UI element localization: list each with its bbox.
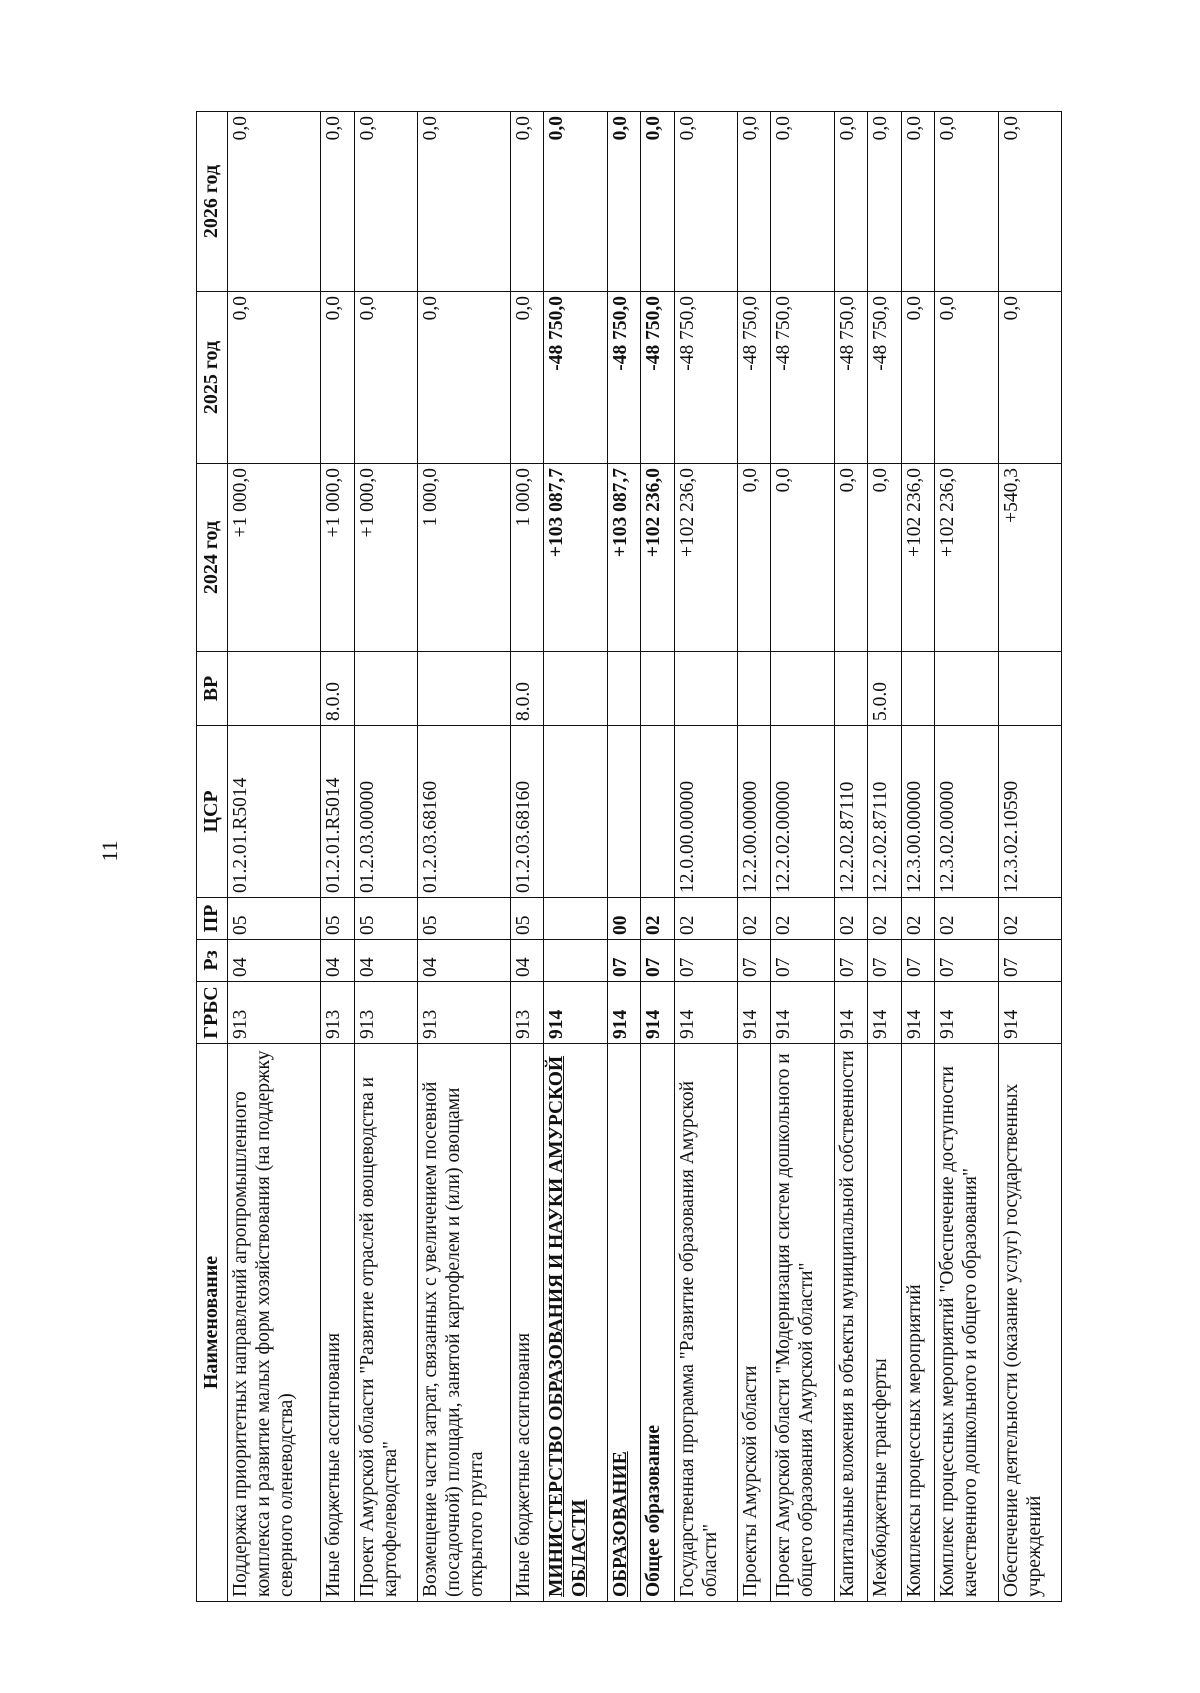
cell-grbs: 913 [510, 982, 544, 1044]
cell-2024: +1 000,0 [228, 464, 321, 652]
cell-2026: 0,0 [737, 112, 771, 292]
cell-vr: 8.0.0 [320, 652, 354, 726]
cell-pr: 02 [998, 898, 1061, 940]
budget-table [196, 111, 1062, 1602]
column-header-pr: ПР [197, 898, 228, 940]
cell-pr: 05 [417, 898, 510, 940]
rotated-page-content [196, 112, 1062, 1602]
cell-2025: -48 750,0 [641, 292, 675, 464]
cell-rz: 04 [510, 940, 544, 982]
cell-rz: 07 [737, 940, 771, 982]
table-row [674, 112, 737, 1602]
cell-name: Комплекс процессных мероприятий "Обеспечение доступности качественного дошкольного и общего образования" [935, 1044, 998, 1602]
cell-rz: 07 [834, 940, 868, 982]
cell-name: Обеспечение деятельности (оказание услуг) государственных учреждений [998, 1044, 1061, 1602]
column-header-2026: 2026 год [197, 112, 228, 292]
cell-grbs: 914 [834, 982, 868, 1044]
table-row [834, 112, 868, 1602]
cell-rz: 04 [417, 940, 510, 982]
cell-grbs: 914 [607, 982, 641, 1044]
cell-2024: +1 000,0 [320, 464, 354, 652]
cell-rz: 07 [641, 940, 675, 982]
column-header-2024: 2024 год [197, 464, 228, 652]
table-row [901, 112, 935, 1602]
cell-2024: +103 087,7 [607, 464, 641, 652]
cell-name: ОБРАЗОВАНИЕ [607, 1044, 641, 1602]
cell-2024: 0,0 [771, 464, 834, 652]
cell-name: МИНИСТЕРСТВО ОБРАЗОВАНИЯ И НАУКИ АМУРСКОЙ ОБЛАСТИ [544, 1044, 607, 1602]
cell-pr: 02 [901, 898, 935, 940]
cell-pr [544, 898, 607, 940]
cell-rz: 07 [935, 940, 998, 982]
cell-2025: -48 750,0 [771, 292, 834, 464]
cell-csr: 01.2.03.68160 [417, 726, 510, 898]
cell-csr [544, 726, 607, 898]
cell-vr [607, 652, 641, 726]
cell-csr [641, 726, 675, 898]
cell-2025: -48 750,0 [674, 292, 737, 464]
cell-2026: 0,0 [544, 112, 607, 292]
cell-2024: +540,3 [998, 464, 1061, 652]
table-row [354, 112, 417, 1602]
cell-rz: 07 [901, 940, 935, 982]
cell-2026: 0,0 [771, 112, 834, 292]
cell-pr: 02 [935, 898, 998, 940]
cell-2026: 0,0 [354, 112, 417, 292]
cell-name: Межбюджетные трансферты [868, 1044, 902, 1602]
cell-rz [544, 940, 607, 982]
cell-vr [935, 652, 998, 726]
table-header-row [197, 112, 228, 1602]
cell-grbs: 913 [228, 982, 321, 1044]
cell-2025: -48 750,0 [544, 292, 607, 464]
cell-name: Проект Амурской области "Модернизация систем дошкольного и общего образования Амурской области" [771, 1044, 834, 1602]
cell-vr [771, 652, 834, 726]
cell-2026: 0,0 [228, 112, 321, 292]
cell-grbs: 913 [320, 982, 354, 1044]
cell-2026: 0,0 [607, 112, 641, 292]
cell-name: Поддержка приоритетных направлений агропромышленного комплекса и развитие малых форм хозяйствования (на поддержку северного оленеводства) [228, 1044, 321, 1602]
cell-grbs: 914 [641, 982, 675, 1044]
cell-grbs: 914 [901, 982, 935, 1044]
table-row [607, 112, 641, 1602]
cell-2024: +102 236,0 [935, 464, 998, 652]
column-header-vr: ВР [197, 652, 228, 726]
page-number: 11 [97, 840, 122, 862]
cell-2024: 1 000,0 [417, 464, 510, 652]
table-row [417, 112, 510, 1602]
cell-pr: 00 [607, 898, 641, 940]
cell-vr [228, 652, 321, 726]
cell-csr: 12.3.02.10590 [998, 726, 1061, 898]
table-row [320, 112, 354, 1602]
column-header-rz: Рз [197, 940, 228, 982]
cell-rz: 04 [354, 940, 417, 982]
cell-vr [674, 652, 737, 726]
cell-name: Капитальные вложения в объекты муниципальной собственности [834, 1044, 868, 1602]
table-row [935, 112, 998, 1602]
table-row [998, 112, 1061, 1602]
cell-name: Иные бюджетные ассигнования [320, 1044, 354, 1602]
cell-pr: 02 [641, 898, 675, 940]
cell-2024: 0,0 [868, 464, 902, 652]
cell-pr: 02 [834, 898, 868, 940]
cell-vr [998, 652, 1061, 726]
cell-name: Государственная программа "Развитие образования Амурской области" [674, 1044, 737, 1602]
column-header-grbs: ГРБС [197, 982, 228, 1044]
cell-2025: -48 750,0 [868, 292, 902, 464]
cell-csr: 01.2.01.R5014 [228, 726, 321, 898]
cell-2026: 0,0 [998, 112, 1061, 292]
cell-vr [834, 652, 868, 726]
cell-name: Проект Амурской области "Развитие отраслей овощеводства и картофелеводства" [354, 1044, 417, 1602]
cell-name: Проекты Амурской области [737, 1044, 771, 1602]
table-row [510, 112, 544, 1602]
cell-csr [607, 726, 641, 898]
cell-name: Общее образование [641, 1044, 675, 1602]
cell-csr: 12.2.02.00000 [771, 726, 834, 898]
cell-csr: 12.3.02.00000 [935, 726, 998, 898]
cell-vr [544, 652, 607, 726]
column-header-name: Наименование [197, 1044, 228, 1602]
table-row [228, 112, 321, 1602]
cell-vr [417, 652, 510, 726]
cell-name: Комплексы процессных мероприятий [901, 1044, 935, 1602]
cell-2025: -48 750,0 [834, 292, 868, 464]
cell-grbs: 913 [417, 982, 510, 1044]
cell-2024: 1 000,0 [510, 464, 544, 652]
cell-pr: 02 [737, 898, 771, 940]
cell-grbs: 914 [935, 982, 998, 1044]
cell-grbs: 914 [674, 982, 737, 1044]
column-header-csr: ЦСР [197, 726, 228, 898]
table-row [868, 112, 902, 1602]
cell-rz: 07 [607, 940, 641, 982]
cell-2025: 0,0 [354, 292, 417, 464]
cell-grbs: 914 [868, 982, 902, 1044]
cell-2025: 0,0 [935, 292, 998, 464]
cell-csr: 12.2.02.87110 [868, 726, 902, 898]
cell-pr: 02 [771, 898, 834, 940]
cell-name: Возмещение части затрат, связанных с увеличением посевной (посадочной) площади, занятой картофелем и (или) овощами открытого грунта [417, 1044, 510, 1602]
cell-2026: 0,0 [417, 112, 510, 292]
cell-2024: +102 236,0 [641, 464, 675, 652]
cell-grbs: 914 [771, 982, 834, 1044]
cell-2026: 0,0 [935, 112, 998, 292]
cell-vr [901, 652, 935, 726]
cell-2025: -48 750,0 [607, 292, 641, 464]
cell-2025: 0,0 [510, 292, 544, 464]
table-row [641, 112, 675, 1602]
cell-vr [354, 652, 417, 726]
cell-2026: 0,0 [901, 112, 935, 292]
cell-rz: 07 [674, 940, 737, 982]
cell-2024: +1 000,0 [354, 464, 417, 652]
cell-vr [737, 652, 771, 726]
cell-2025: -48 750,0 [737, 292, 771, 464]
cell-2024: +103 087,7 [544, 464, 607, 652]
cell-csr: 12.2.02.87110 [834, 726, 868, 898]
cell-grbs: 913 [354, 982, 417, 1044]
cell-csr: 12.3.00.00000 [901, 726, 935, 898]
cell-rz: 07 [868, 940, 902, 982]
cell-2024: +102 236,0 [901, 464, 935, 652]
cell-csr: 12.2.00.00000 [737, 726, 771, 898]
cell-vr [641, 652, 675, 726]
cell-2026: 0,0 [510, 112, 544, 292]
cell-csr: 01.2.01.R5014 [320, 726, 354, 898]
cell-csr: 12.0.00.00000 [674, 726, 737, 898]
cell-vr: 8.0.0 [510, 652, 544, 726]
table-row [737, 112, 771, 1602]
cell-2025: 0,0 [998, 292, 1061, 464]
table-row [544, 112, 607, 1602]
cell-2026: 0,0 [641, 112, 675, 292]
cell-rz: 04 [228, 940, 321, 982]
cell-2026: 0,0 [674, 112, 737, 292]
cell-rz: 07 [771, 940, 834, 982]
cell-2026: 0,0 [868, 112, 902, 292]
cell-2025: 0,0 [901, 292, 935, 464]
cell-grbs: 914 [544, 982, 607, 1044]
cell-pr: 02 [868, 898, 902, 940]
cell-2025: 0,0 [417, 292, 510, 464]
cell-2026: 0,0 [320, 112, 354, 292]
cell-pr: 02 [674, 898, 737, 940]
column-header-2025: 2025 год [197, 292, 228, 464]
cell-csr: 01.2.03.68160 [510, 726, 544, 898]
cell-pr: 05 [320, 898, 354, 940]
cell-pr: 05 [354, 898, 417, 940]
cell-csr: 01.2.03.00000 [354, 726, 417, 898]
cell-2024: 0,0 [737, 464, 771, 652]
table-row [771, 112, 834, 1602]
cell-grbs: 914 [998, 982, 1061, 1044]
cell-2024: 0,0 [834, 464, 868, 652]
cell-rz: 04 [320, 940, 354, 982]
cell-vr: 5.0.0 [868, 652, 902, 726]
cell-rz: 07 [998, 940, 1061, 982]
cell-2025: 0,0 [228, 292, 321, 464]
cell-2025: 0,0 [320, 292, 354, 464]
cell-grbs: 914 [737, 982, 771, 1044]
cell-2026: 0,0 [834, 112, 868, 292]
cell-pr: 05 [510, 898, 544, 940]
cell-2024: +102 236,0 [674, 464, 737, 652]
cell-pr: 05 [228, 898, 321, 940]
cell-name: Иные бюджетные ассигнования [510, 1044, 544, 1602]
